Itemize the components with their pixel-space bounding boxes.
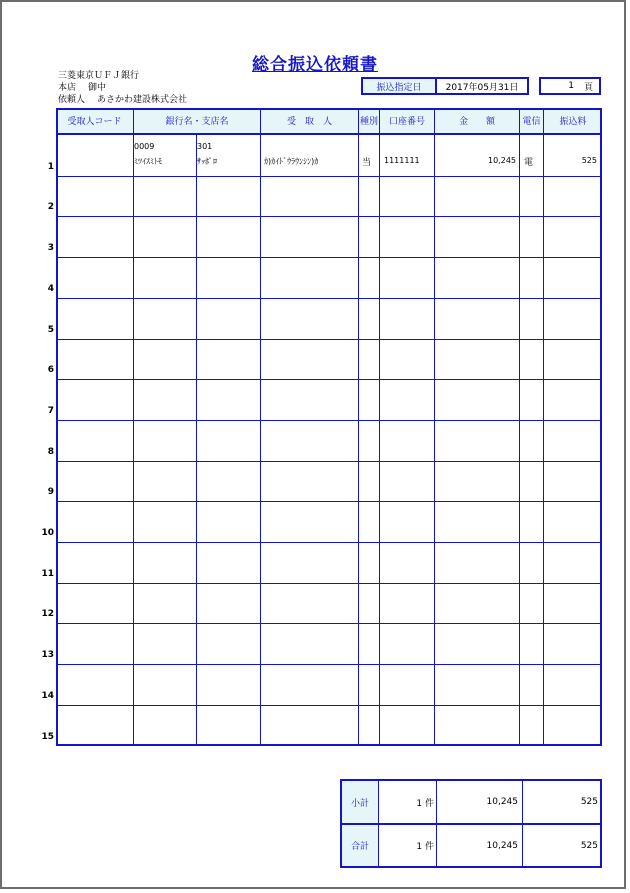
row-divider [56,542,602,543]
row-divider [56,705,602,706]
total-label: 合計 [342,825,378,866]
account-type-cell: 当 [362,158,372,168]
requester-label: 依頼人 [58,95,86,105]
row-number: 2 [47,202,54,212]
col-header-payee: 受 取 人 [261,108,358,133]
page-number-box [539,77,601,95]
row-number: 9 [47,487,54,497]
header-rule [56,133,602,135]
row-number: 8 [47,447,54,457]
row-divider [56,216,602,217]
subtotal-count: 1 件 [416,798,434,809]
row-number: 14 [41,691,54,701]
honorific: 御中 [88,83,107,93]
row-number: 4 [47,284,54,294]
transfer-date-value: 2017年05月31日 [445,82,519,93]
subtotal-amount: 10,245 [486,797,518,807]
column-divider [260,108,261,746]
total-count: 1 件 [416,842,434,852]
col-header-bank-branch: 銀行名・支店名 [134,108,260,133]
total-amount: 10,245 [486,840,518,851]
account-number-cell: 1111111 [384,156,420,165]
row-divider [56,664,602,665]
col-header-amount: 金 額 [435,108,519,133]
telegraph-cell: 電 [524,158,534,168]
branch-line [58,82,187,94]
col-header-account-type: 種別 [359,108,379,133]
bank-code: 0009 [134,142,155,151]
row-divider [56,501,602,502]
page-unit: 頁 [583,82,593,93]
row-number: 12 [41,609,54,619]
row-number: 6 [47,365,54,375]
row-divider [56,420,602,421]
subtotal-fee: 525 [580,797,598,807]
row-number: 3 [47,243,54,253]
payee-name-cell: ｶ)ｶｲﾄﾞｳﾗｳﾝｼﾝ)ｶ [264,157,319,166]
row-number: 11 [41,569,54,579]
transfer-date-box [361,77,529,95]
row-divider [56,583,602,584]
column-divider [543,108,544,746]
row-divider [56,623,602,624]
row-number: 15 [41,732,54,742]
row-divider [56,257,602,258]
branch-name: 本店 [58,83,77,93]
subtotal-label: 小計 [342,781,378,823]
issuer-block [58,70,187,106]
fee-cell: 525 [581,156,597,165]
branch-code: 301 [197,142,213,151]
bank-name-cell: ﾐﾂｲｽﾐﾄﾓ [134,157,162,166]
row-number: 10 [41,528,54,538]
column-divider [196,133,197,746]
page-number: 1 頁 [568,81,593,93]
requester-name: あさかわ建設株式会社 [97,95,188,105]
total-fee: 525 [580,840,598,851]
summary-table [340,779,602,868]
row-divider [56,461,602,462]
col-header-fee: 振込料 [544,108,602,133]
bank-name: 三菱東京ＵＦＪ銀行 [58,71,140,81]
row-divider [56,379,602,380]
row-number: 5 [47,325,54,335]
branch-name-cell: ｻｯﾎﾟﾛ [197,157,217,166]
row-divider [56,298,602,299]
row-divider [56,176,602,177]
column-divider [358,108,359,746]
row-number: 7 [47,406,54,416]
row-divider [56,339,602,340]
amount-cell: 10,245 [488,156,516,165]
column-divider [519,108,520,746]
row-number: 13 [41,650,54,660]
column-divider [379,108,380,746]
table-border [56,108,602,746]
transfer-date-label: 振込指定日 [363,79,437,93]
column-divider [434,108,435,746]
row-number: 1 [47,162,54,172]
col-header-telegraph: 電信 [520,108,543,133]
requester-line [58,94,187,106]
column-divider [133,108,134,746]
col-header-payee-code: 受取人コード [56,108,133,133]
col-header-account-number: 口座番号 [380,108,434,133]
document-title: 総合振込依頼書 [252,55,378,75]
